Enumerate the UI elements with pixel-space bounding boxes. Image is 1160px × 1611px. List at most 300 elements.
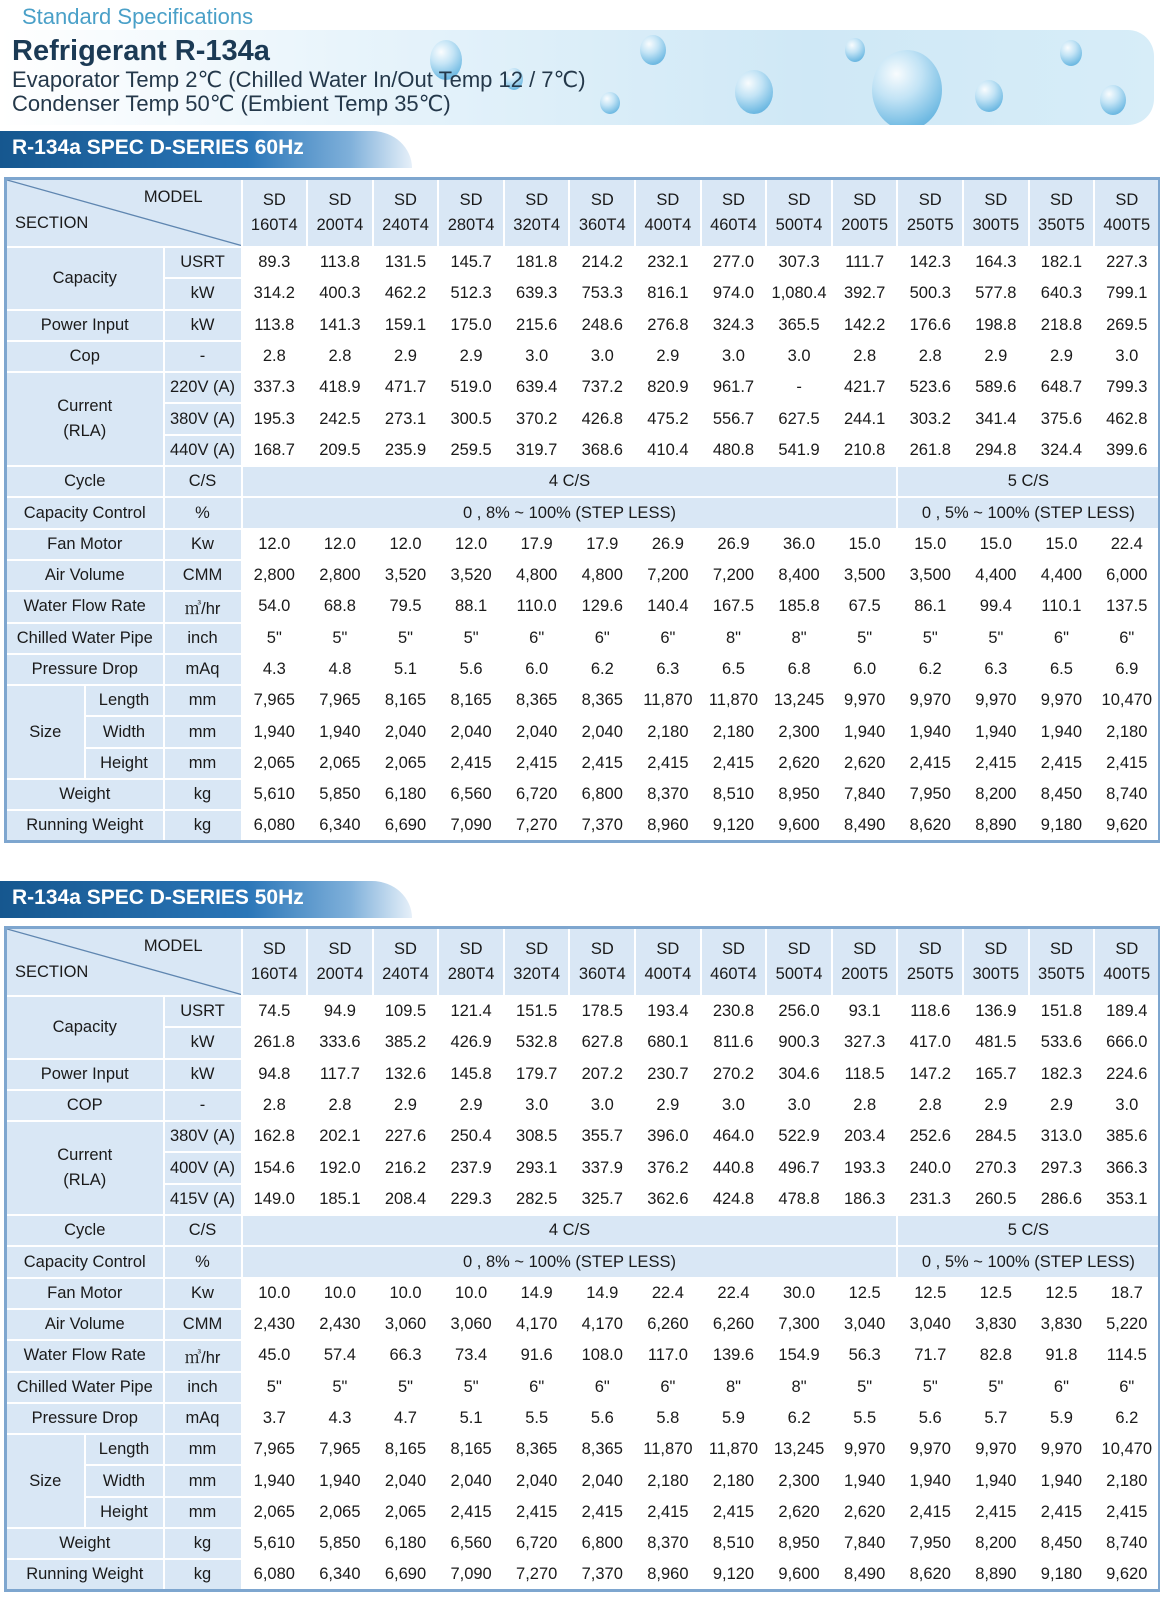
model-column-header — [373, 928, 439, 997]
model-prefix: SD — [459, 940, 483, 958]
model-section-header — [6, 928, 242, 997]
value-cell: 6.0 — [504, 654, 570, 685]
value-cell: 417.0 — [897, 1027, 963, 1058]
value-cell: 269.5 — [1094, 310, 1160, 341]
value-cell: 232.1 — [635, 247, 701, 278]
value-cell: 2.8 — [242, 1090, 308, 1121]
value-cell: 5" — [242, 623, 308, 654]
table-row — [6, 1497, 1160, 1528]
unit-label: 415V (A) — [164, 1184, 242, 1215]
model-column-header — [307, 928, 373, 997]
row-label: Pressure Drop — [6, 1403, 164, 1434]
row-group-label: Size — [6, 1434, 85, 1528]
value-cell: 141.3 — [307, 310, 373, 341]
value-cell: 137.5 — [1094, 591, 1160, 622]
section-label: SECTION — [15, 214, 89, 232]
unit-label: 220V (A) — [164, 372, 242, 403]
value-cell: 182.1 — [1029, 247, 1095, 278]
row-group-label — [6, 247, 164, 310]
model-prefix: SD — [262, 191, 286, 209]
value-cell: 3,500 — [832, 560, 898, 591]
value-cell: 519.0 — [438, 372, 504, 403]
value-cell: 900.3 — [766, 1027, 832, 1058]
value-cell: 2,415 — [1029, 1497, 1095, 1528]
model-column-header — [897, 179, 963, 248]
value-cell: 15.0 — [963, 529, 1029, 560]
value-cell: 129.6 — [569, 591, 635, 622]
model-prefix: SD — [787, 191, 811, 209]
value-cell: 6,720 — [504, 1528, 570, 1559]
value-cell: 5" — [373, 623, 439, 654]
value-cell: 113.8 — [242, 310, 308, 341]
value-cell: 353.1 — [1094, 1184, 1160, 1215]
value-cell: 270.2 — [701, 1059, 767, 1090]
value-cell: 2.9 — [373, 1090, 439, 1121]
model-code: 320T4 — [513, 965, 561, 983]
value-cell: 399.6 — [1094, 435, 1160, 466]
value-cell: 2,180 — [701, 716, 767, 747]
value-cell: 8,370 — [635, 779, 701, 810]
value-cell: 639.3 — [504, 278, 570, 309]
unit-label: kg — [164, 1559, 242, 1590]
table-row — [6, 1184, 1160, 1215]
value-cell: 6,560 — [438, 779, 504, 810]
value-cell: 6.9 — [1094, 654, 1160, 685]
unit-label: ㎥/hr — [164, 591, 242, 622]
value-cell: 375.6 — [1029, 403, 1095, 434]
value-cell: 10,470 — [1094, 1434, 1160, 1465]
value-cell: 284.5 — [963, 1121, 1029, 1152]
value-cell: 8,490 — [832, 1559, 898, 1590]
row-label: Cycle — [6, 466, 164, 497]
value-cell: 4,400 — [963, 560, 1029, 591]
value-cell: 277.0 — [701, 247, 767, 278]
value-cell: 2.9 — [963, 1090, 1029, 1121]
value-cell: 11,870 — [635, 1434, 701, 1465]
value-cell: 5,850 — [307, 1528, 373, 1559]
value-cell: 14.9 — [569, 1278, 635, 1309]
evaporator-temp-line: Evaporator Temp 2℃ (Chilled Water In/Out Temp 12 / 7℃) — [12, 67, 586, 92]
row-label: COP — [6, 1090, 164, 1121]
model-code: 500T4 — [775, 965, 823, 983]
value-cell: 8,165 — [373, 1434, 439, 1465]
value-cell: 6,260 — [635, 1309, 701, 1340]
value-cell: 2.8 — [242, 341, 308, 372]
value-cell: 8,450 — [1029, 1528, 1095, 1559]
value-cell: 110.1 — [1029, 591, 1095, 622]
value-cell: 8,165 — [438, 685, 504, 716]
value-cell: 8,365 — [569, 685, 635, 716]
row-label: Running Weight — [6, 810, 164, 841]
value-cell: 639.4 — [504, 372, 570, 403]
table-row — [6, 810, 1160, 841]
water-drop-icon — [845, 38, 865, 62]
section-label: SECTION — [15, 963, 89, 981]
model-code: 200T5 — [841, 216, 889, 234]
value-cell: 2.8 — [897, 1090, 963, 1121]
value-cell: 57.4 — [307, 1340, 373, 1371]
value-cell: 5.9 — [1029, 1403, 1095, 1434]
value-cell: 179.7 — [504, 1059, 570, 1090]
value-cell: 7,965 — [242, 685, 308, 716]
value-cell: 6.3 — [963, 654, 1029, 685]
value-cell: 961.7 — [701, 372, 767, 403]
unit-label: mm — [164, 1465, 242, 1496]
value-cell: 2.9 — [963, 341, 1029, 372]
value-cell: 4.8 — [307, 654, 373, 685]
value-cell: 168.7 — [242, 435, 308, 466]
value-cell: 325.7 — [569, 1184, 635, 1215]
value-cell: 5.8 — [635, 1403, 701, 1434]
spanning-value: 4 C/S — [242, 466, 898, 497]
value-cell: 297.3 — [1029, 1152, 1095, 1183]
table-row — [6, 310, 1160, 341]
value-cell: 45.0 — [242, 1340, 308, 1371]
value-cell: 192.0 — [307, 1152, 373, 1183]
value-cell: 3.0 — [569, 1090, 635, 1121]
model-code: 360T4 — [578, 216, 626, 234]
value-cell: 365.5 — [766, 310, 832, 341]
value-cell: 8" — [701, 1372, 767, 1403]
value-cell: 230.7 — [635, 1059, 701, 1090]
unit-label: USRT — [164, 996, 242, 1027]
model-prefix: SD — [722, 940, 745, 958]
value-cell: 337.9 — [569, 1152, 635, 1183]
value-cell: 207.2 — [569, 1059, 635, 1090]
value-cell: 240.0 — [897, 1152, 963, 1183]
value-cell: 235.9 — [373, 435, 439, 466]
value-cell: 8,740 — [1094, 1528, 1160, 1559]
value-cell: 2,415 — [635, 1497, 701, 1528]
value-cell: 151.5 — [504, 996, 570, 1027]
value-cell: 273.1 — [373, 403, 439, 434]
value-cell: 5" — [832, 1372, 898, 1403]
value-cell: 7,200 — [635, 560, 701, 591]
value-cell: 307.3 — [766, 247, 832, 278]
value-cell: 478.8 — [766, 1184, 832, 1215]
value-cell: 4.3 — [307, 1403, 373, 1434]
unit-label: C/S — [164, 1215, 242, 1246]
model-code: 360T4 — [578, 965, 626, 983]
model-code: 400T4 — [644, 965, 692, 983]
model-code: 400T5 — [1103, 965, 1151, 983]
value-cell: 12.0 — [373, 529, 439, 560]
model-prefix: SD — [1115, 940, 1139, 958]
row-label: Weight — [6, 779, 164, 810]
value-cell: 2,040 — [438, 1465, 504, 1496]
value-cell: 176.6 — [897, 310, 963, 341]
value-cell: 2,415 — [504, 748, 570, 779]
value-cell: 5,850 — [307, 779, 373, 810]
unit-label: mAq — [164, 654, 242, 685]
value-cell: 22.4 — [635, 1278, 701, 1309]
value-cell: 154.9 — [766, 1340, 832, 1371]
refrigerant-banner — [0, 30, 1154, 125]
model-prefix: SD — [1049, 940, 1073, 958]
value-cell: 376.2 — [635, 1152, 701, 1183]
value-cell: 117.0 — [635, 1340, 701, 1371]
value-cell: 159.1 — [373, 310, 439, 341]
row-label: Running Weight — [6, 1559, 164, 1590]
value-cell: 6" — [1094, 623, 1160, 654]
model-prefix: SD — [722, 191, 745, 209]
row-group-label-line: (RLA) — [63, 422, 107, 441]
value-cell: 9,970 — [897, 1434, 963, 1465]
value-cell: 165.7 — [963, 1059, 1029, 1090]
value-cell: 5" — [963, 1372, 1029, 1403]
value-cell: 17.9 — [569, 529, 635, 560]
value-cell: 256.0 — [766, 996, 832, 1027]
model-prefix: SD — [262, 940, 286, 958]
value-cell: 5" — [832, 623, 898, 654]
table-row — [6, 435, 1160, 466]
model-prefix: SD — [787, 940, 811, 958]
value-cell: 1,940 — [897, 716, 963, 747]
value-cell: 136.9 — [963, 996, 1029, 1027]
value-cell: 10.0 — [307, 1278, 373, 1309]
value-cell: 3.0 — [569, 341, 635, 372]
value-cell: 3,830 — [1029, 1309, 1095, 1340]
unit-label: CMM — [164, 1309, 242, 1340]
unit-label: mm — [164, 1497, 242, 1528]
value-cell: 2.8 — [307, 341, 373, 372]
value-cell: 475.2 — [635, 403, 701, 434]
value-cell: 300.5 — [438, 403, 504, 434]
value-cell: 7,965 — [307, 1434, 373, 1465]
value-cell: 11,870 — [701, 1434, 767, 1465]
value-cell: 589.6 — [963, 372, 1029, 403]
model-prefix: SD — [918, 191, 942, 209]
value-cell: 182.3 — [1029, 1059, 1095, 1090]
value-cell: 8" — [701, 623, 767, 654]
model-column-header — [438, 928, 504, 997]
value-cell: 3.0 — [701, 1090, 767, 1121]
value-cell: 8" — [766, 1372, 832, 1403]
value-cell: 319.7 — [504, 435, 570, 466]
value-cell: 68.8 — [307, 591, 373, 622]
value-cell: 12.0 — [242, 529, 308, 560]
value-cell: 12.0 — [307, 529, 373, 560]
value-cell: 229.3 — [438, 1184, 504, 1215]
value-cell: 5.6 — [897, 1403, 963, 1434]
model-code: 400T4 — [644, 216, 692, 234]
value-cell: 2,180 — [1094, 1465, 1160, 1496]
value-cell: 4.3 — [242, 654, 308, 685]
spec-table-50hz — [4, 926, 1160, 1592]
unit-label: 440V (A) — [164, 435, 242, 466]
value-cell: 6.3 — [635, 654, 701, 685]
table-row — [6, 466, 1160, 497]
value-cell: 1,080.4 — [766, 278, 832, 309]
value-cell: 6,800 — [569, 1528, 635, 1559]
value-cell: 6" — [569, 623, 635, 654]
value-cell: 2.8 — [307, 1090, 373, 1121]
table-row — [6, 996, 1160, 1027]
value-cell: 145.8 — [438, 1059, 504, 1090]
value-cell: 9,970 — [1029, 1434, 1095, 1465]
value-cell: 8,200 — [963, 1528, 1029, 1559]
row-label: Chilled Water Pipe — [6, 623, 164, 654]
model-prefix: SD — [984, 191, 1008, 209]
unit-label: mm — [164, 1434, 242, 1465]
value-cell: 2,800 — [307, 560, 373, 591]
spec-table-60hz — [4, 177, 1160, 843]
value-cell: 71.7 — [897, 1340, 963, 1371]
value-cell: 2,415 — [504, 1497, 570, 1528]
value-cell: 1,940 — [1029, 716, 1095, 747]
model-label: MODEL — [143, 188, 203, 206]
value-cell: 215.6 — [504, 310, 570, 341]
value-cell: 231.3 — [897, 1184, 963, 1215]
value-cell: 3.0 — [504, 341, 570, 372]
value-cell: 22.4 — [1094, 529, 1160, 560]
value-cell: 113.8 — [307, 247, 373, 278]
model-prefix: SD — [394, 940, 417, 958]
section-title: R-134a SPEC D-SERIES 50Hz — [12, 886, 304, 909]
table-row — [6, 685, 1160, 716]
model-code: 160T4 — [250, 216, 298, 234]
unit-label: - — [164, 1090, 242, 1121]
row-label: Pressure Drop — [6, 654, 164, 685]
value-cell: 227.6 — [373, 1121, 439, 1152]
value-cell: 11,870 — [701, 685, 767, 716]
value-cell: 7,965 — [307, 685, 373, 716]
table-row — [6, 497, 1160, 528]
value-cell: 2,430 — [242, 1309, 308, 1340]
value-cell: 244.1 — [832, 403, 898, 434]
value-cell: 8,960 — [635, 1559, 701, 1590]
model-code: 200T4 — [316, 216, 364, 234]
value-cell: 304.6 — [766, 1059, 832, 1090]
value-cell: 3,060 — [438, 1309, 504, 1340]
value-cell: 117.7 — [307, 1059, 373, 1090]
spanning-value: 0 , 5% ~ 100% (STEP LESS) — [897, 1246, 1159, 1277]
unit-label: C/S — [164, 466, 242, 497]
value-cell: 2,300 — [766, 716, 832, 747]
section-title-bar-50hz — [0, 881, 412, 918]
model-column-header — [897, 928, 963, 997]
value-cell: 13,245 — [766, 1434, 832, 1465]
model-prefix: SD — [1049, 191, 1073, 209]
value-cell: 2,065 — [373, 748, 439, 779]
value-cell: 421.7 — [832, 372, 898, 403]
value-cell: 36.0 — [766, 529, 832, 560]
value-cell: 2,040 — [504, 716, 570, 747]
model-column-header — [373, 179, 439, 248]
value-cell: 8,960 — [635, 810, 701, 841]
value-cell: 8,620 — [897, 810, 963, 841]
value-cell: 7,090 — [438, 1559, 504, 1590]
row-label: Water Flow Rate — [6, 1340, 164, 1371]
value-cell: 8,620 — [897, 1559, 963, 1590]
model-column-header — [307, 179, 373, 248]
value-cell: 2,180 — [1094, 716, 1160, 747]
value-cell: 6,180 — [373, 779, 439, 810]
model-column-header — [438, 179, 504, 248]
unit-label: % — [164, 1246, 242, 1277]
table-row — [6, 1152, 1160, 1183]
model-column-header — [504, 928, 570, 997]
model-column-header — [701, 928, 767, 997]
value-cell: 8,365 — [504, 1434, 570, 1465]
value-cell: 224.6 — [1094, 1059, 1160, 1090]
model-code: 250T5 — [906, 965, 954, 983]
value-cell: 816.1 — [635, 278, 701, 309]
value-cell: 2,180 — [701, 1465, 767, 1496]
unit-label: USRT — [164, 247, 242, 278]
unit-label: kW — [164, 278, 242, 309]
value-cell: 7,965 — [242, 1434, 308, 1465]
unit-label: inch — [164, 623, 242, 654]
value-cell: 640.3 — [1029, 278, 1095, 309]
unit-label: mm — [164, 716, 242, 747]
value-cell: 2,300 — [766, 1465, 832, 1496]
value-cell: 2,415 — [635, 748, 701, 779]
value-cell: 142.3 — [897, 247, 963, 278]
value-cell: 111.7 — [832, 247, 898, 278]
value-cell: 2,040 — [373, 716, 439, 747]
model-prefix: SD — [656, 940, 680, 958]
value-cell: 1,940 — [963, 1465, 1029, 1496]
value-cell: 7,270 — [504, 810, 570, 841]
value-cell: 94.9 — [307, 996, 373, 1027]
value-cell: 193.4 — [635, 996, 701, 1027]
model-code: 400T5 — [1103, 216, 1151, 234]
row-sub-label: Length — [85, 1434, 164, 1465]
value-cell: 8,950 — [766, 779, 832, 810]
value-cell: 2,430 — [307, 1309, 373, 1340]
value-cell: 2,065 — [242, 1497, 308, 1528]
value-cell: 8" — [766, 623, 832, 654]
value-cell: 392.7 — [832, 278, 898, 309]
value-cell: 8,165 — [438, 1434, 504, 1465]
table-row — [6, 341, 1160, 372]
value-cell: 6" — [635, 1372, 701, 1403]
model-code: 240T4 — [382, 216, 429, 234]
table-row — [6, 1340, 1160, 1371]
value-cell: 6,690 — [373, 1559, 439, 1590]
value-cell: 2,415 — [569, 748, 635, 779]
value-cell: 154.6 — [242, 1152, 308, 1183]
value-cell: 242.5 — [307, 403, 373, 434]
value-cell: 8,370 — [635, 1528, 701, 1559]
model-prefix: SD — [590, 191, 614, 209]
model-column-header — [242, 928, 308, 997]
row-group-label: Size — [6, 685, 85, 779]
value-cell: 9,970 — [1029, 685, 1095, 716]
value-cell: 132.6 — [373, 1059, 439, 1090]
value-cell: 8,490 — [832, 810, 898, 841]
model-column-header — [832, 928, 898, 997]
value-cell: 22.4 — [701, 1278, 767, 1309]
value-cell: 5.5 — [504, 1403, 570, 1434]
value-cell: 308.5 — [504, 1121, 570, 1152]
value-cell: 5" — [438, 623, 504, 654]
water-drop-icon — [600, 92, 620, 114]
value-cell: 5" — [897, 1372, 963, 1403]
row-sub-label: Height — [85, 748, 164, 779]
value-cell: 147.2 — [897, 1059, 963, 1090]
value-cell: 3.0 — [1094, 341, 1160, 372]
row-label: Cop — [6, 341, 164, 372]
model-column-header — [1094, 179, 1160, 248]
value-cell: 5.1 — [373, 654, 439, 685]
value-cell: 753.3 — [569, 278, 635, 309]
model-column-header — [832, 179, 898, 248]
value-cell: 5.7 — [963, 1403, 1029, 1434]
value-cell: 109.5 — [373, 996, 439, 1027]
value-cell: 464.0 — [701, 1121, 767, 1152]
